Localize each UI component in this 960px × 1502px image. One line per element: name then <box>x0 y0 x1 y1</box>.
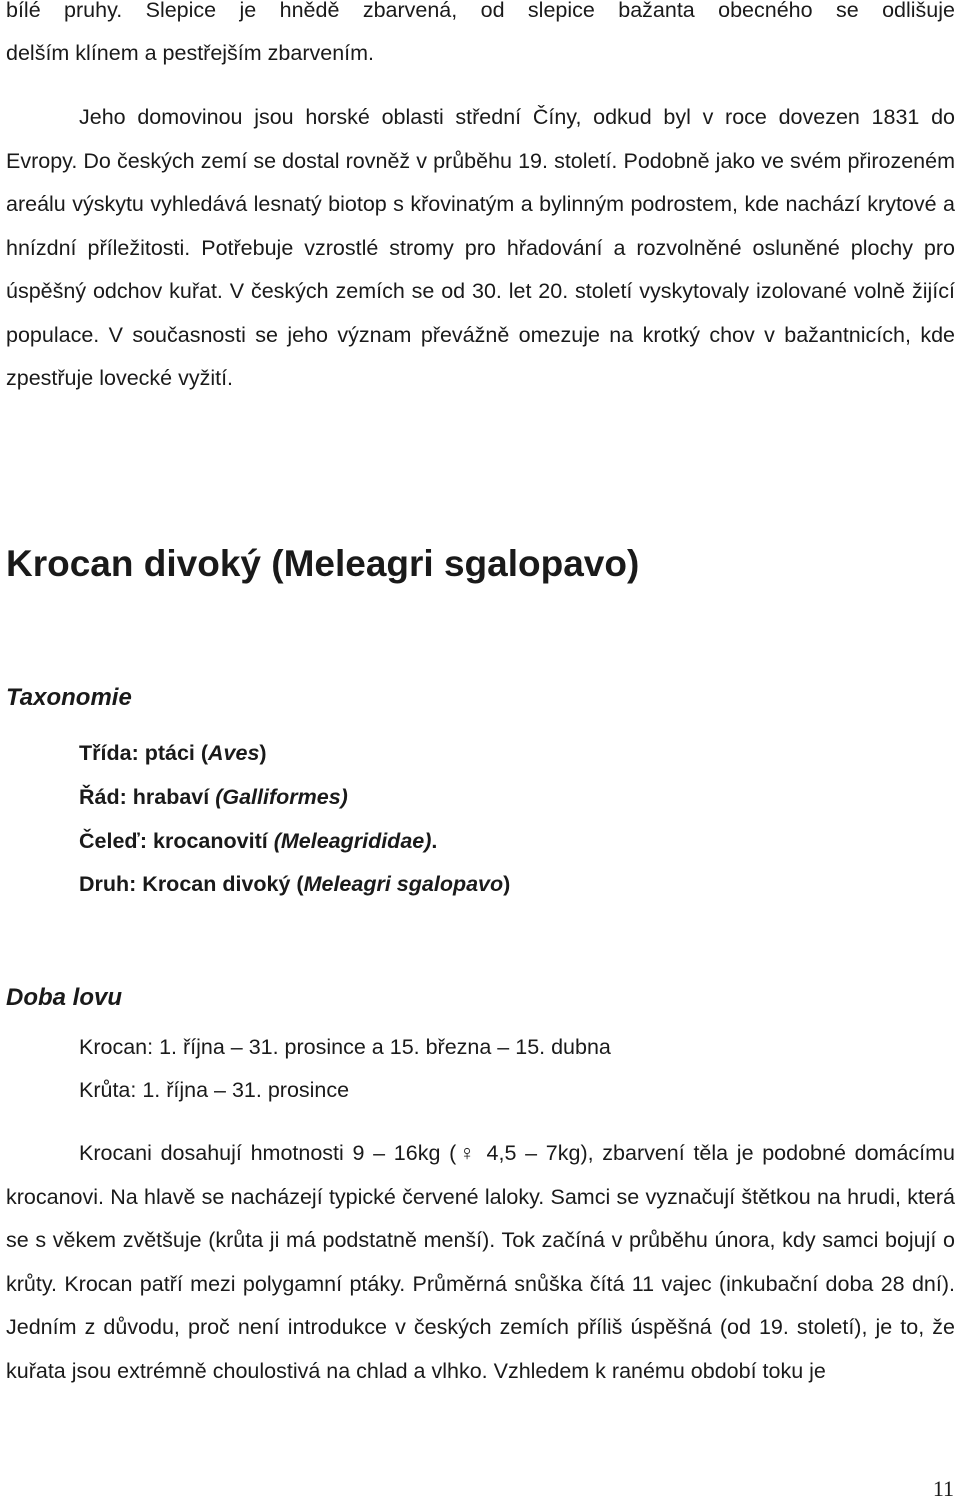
taxonomy-class: Třída: ptáci (Aves) <box>79 741 267 765</box>
paragraph-line: bílé pruhy. Slepice je hnědě zbarvená, od slepice bažanta obecného se odlišuje <box>6 0 955 22</box>
taxonomy-order: Řád: hrabaví (Galliformes) <box>79 785 348 809</box>
taxonomy-family: Čeleď: krocanovití (Meleagrididae). <box>79 829 438 853</box>
taxonomy-heading: Taxonomie <box>6 684 132 711</box>
page-number: 11 <box>932 1476 954 1501</box>
paragraph-habitat: Jeho domovinou jsou horské oblasti střední Číny, odkud byl v roce dovezen 1831 do Evropy. Do českých zemí se dostal rovněž v průběhu 19. století. Podobně jako ve svém přirozeném areálu výskytu vyhledává lesnatý biotop s křovinatým a bylinným podrostem, kde nachází krytové a hnízdní příležitosti. Potřebuje vzrostlé stromy pro hřadování a rozvolněné osluněné plochy pro úspěšný odchov kuřat. V českých zemích se od 30. let 20. století vyskytovaly izolované volně žijící populace. V současnosti se jeho význam převážně omezuje na krotký chov v bažantnicích, kde zpestřuje lovecké vyžití. <box>6 105 955 390</box>
taxonomy-species: Druh: Krocan divoký (Meleagri sgalopavo) <box>79 872 511 896</box>
paragraph-description: Krocani dosahují hmotnosti 9 – 16kg (♀ 4,5 – 7kg), zbarvení těla je podobné domácímu krocanovi. Na hlavě se nacházejí typické červené laloky. Samci se vyznačují štětkou na hrudi, která se s věkem zvětšuje (krůta ji má podstatně menší). Tok začíná v průběhu února, kdy samci bojují o krůty. Krocan patří mezi polygamní ptáky. Průměrná snůška čítá 11 vajec (inkubační doba 28 dní). Jedním z důvodu, proč není introdukce v českých zemích příliš úspěšná (od 19. století), je to, že kuřata jsou extrémně choulostivá na chlad a vlhko. Vzhledem k ranému období toku je <box>6 1141 955 1383</box>
hunting-season-heading: Doba lovu <box>6 984 123 1011</box>
hunting-season-female: Krůta: 1. října – 31. prosince <box>79 1078 350 1102</box>
paragraph-line: delším klínem a pestřejším zbarvením. <box>6 41 375 65</box>
section-heading: Krocan divoký (Meleagri sgalopavo) <box>6 543 640 584</box>
hunting-season-male: Krocan: 1. října – 31. prosince a 15. března – 15. dubna <box>79 1035 611 1059</box>
